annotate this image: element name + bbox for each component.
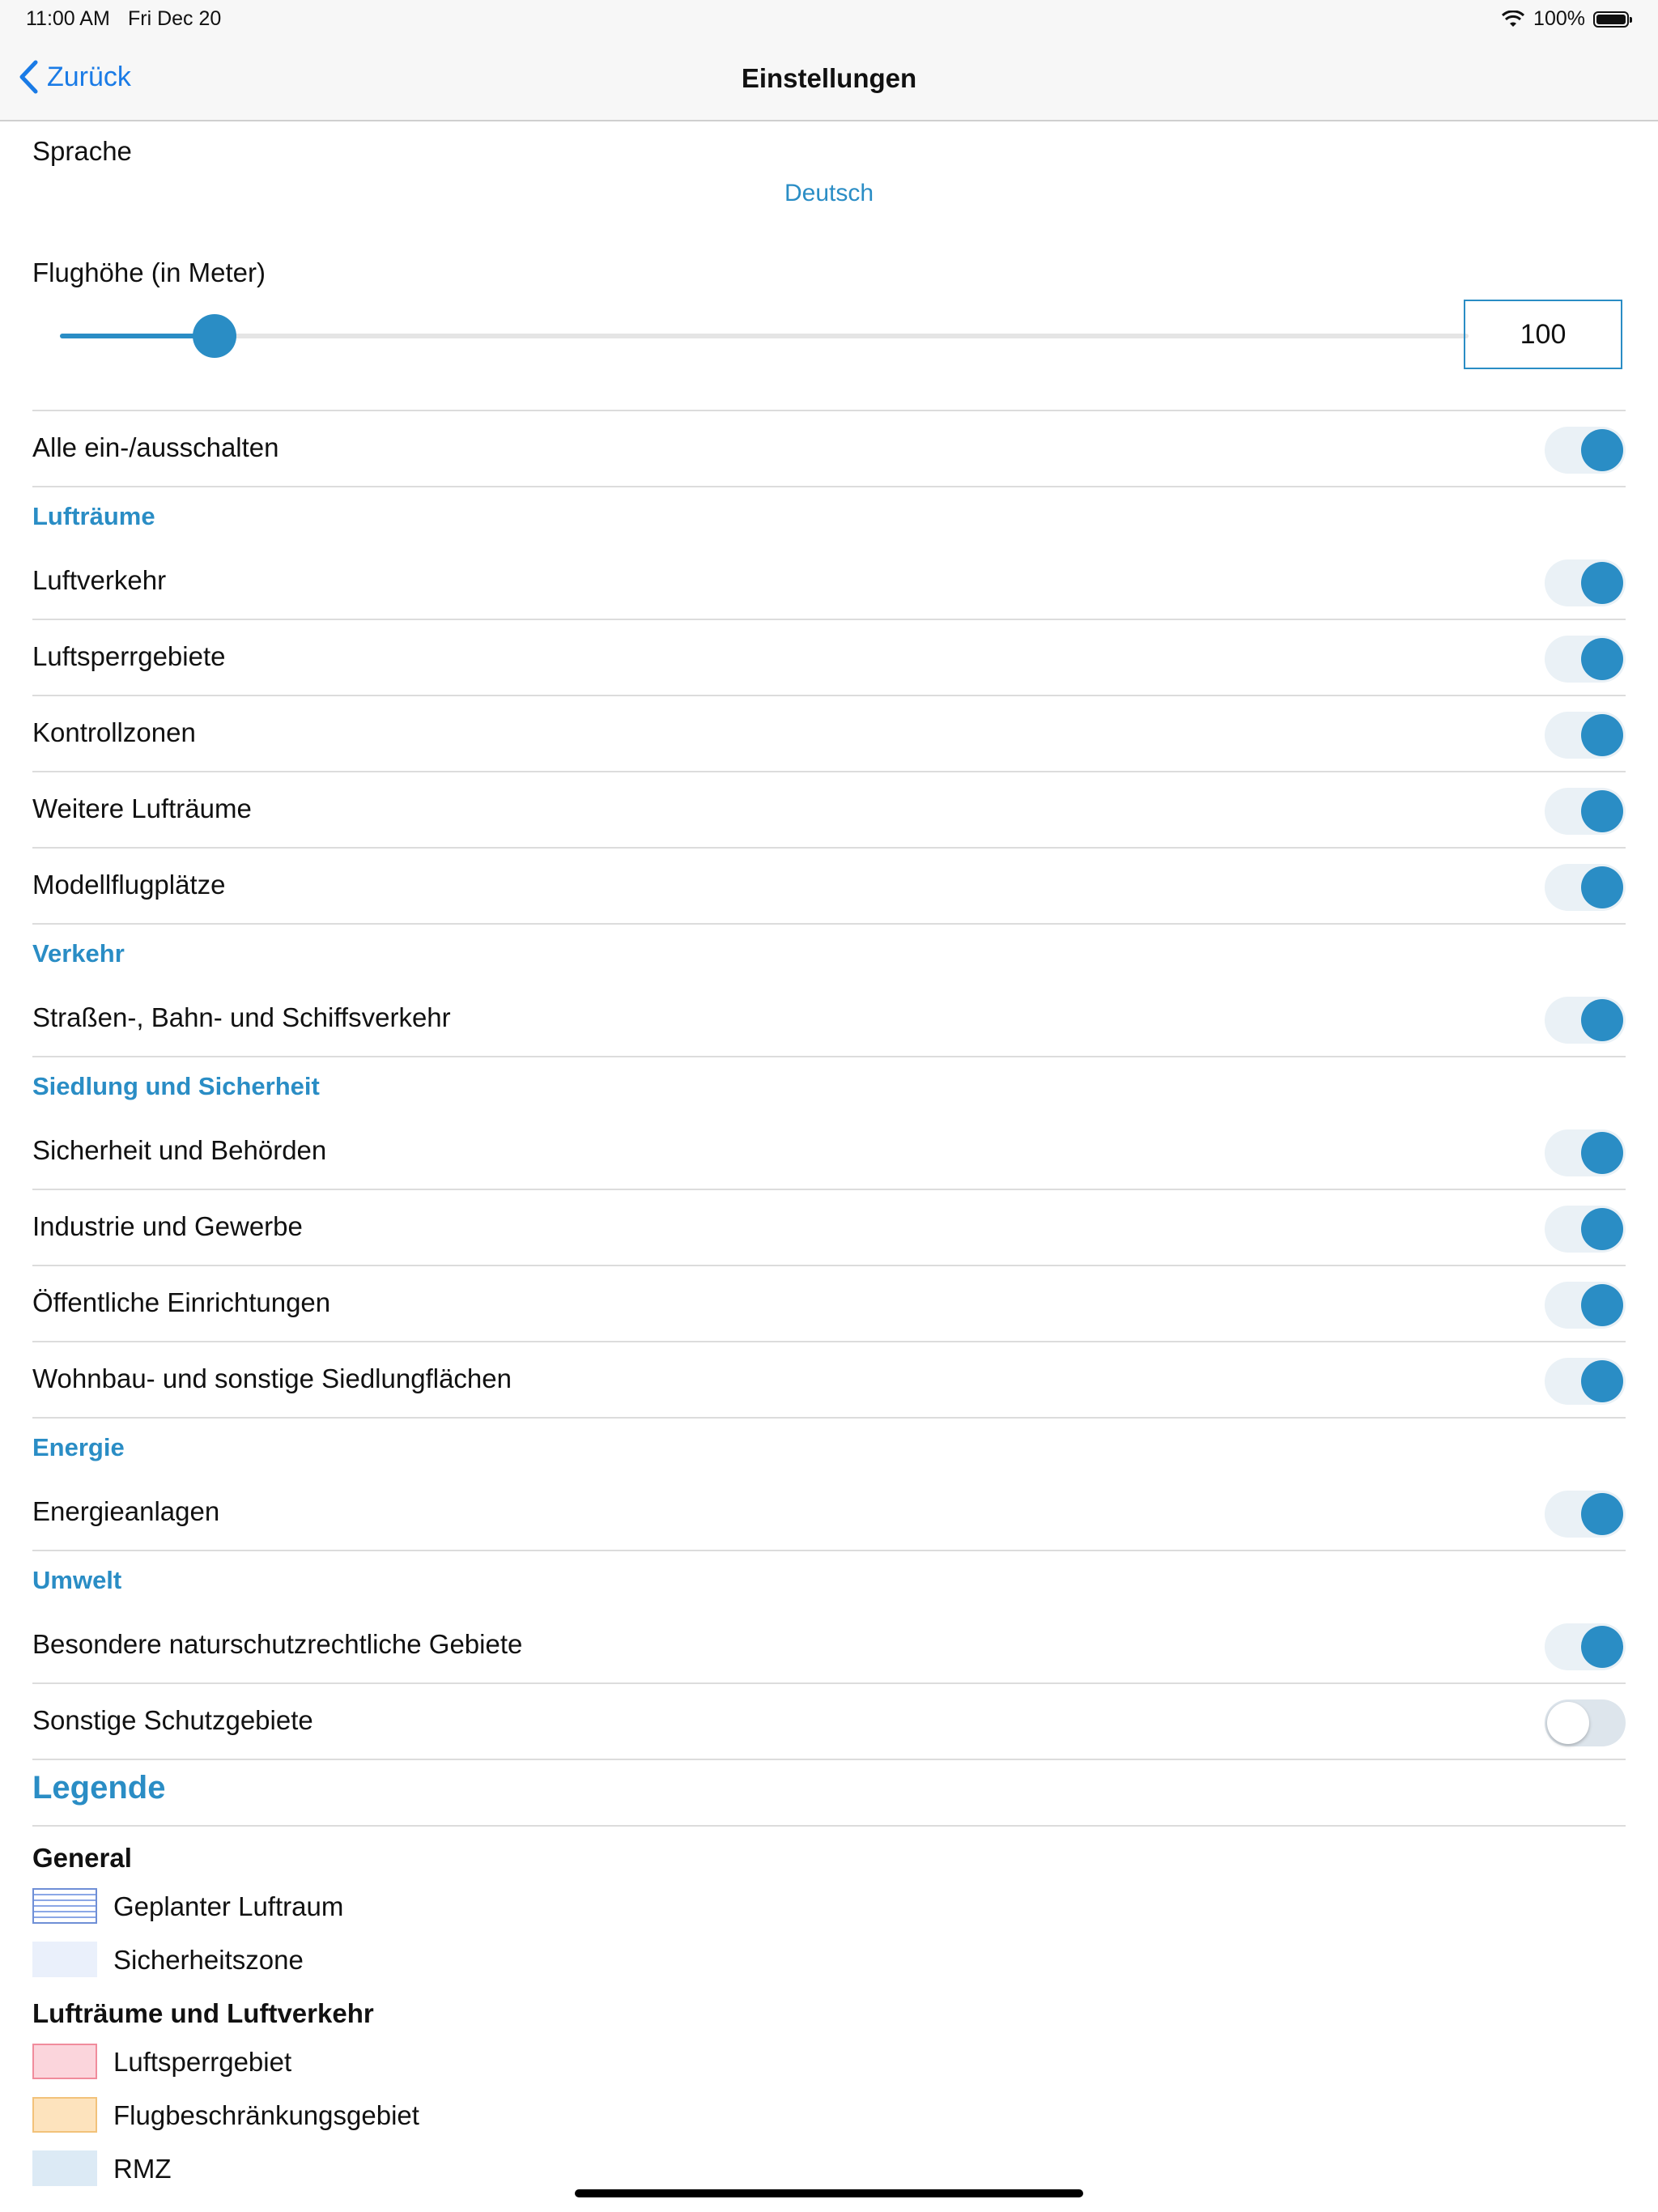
toggle-knob	[1581, 999, 1623, 1041]
status-indicators	[1501, 7, 1629, 31]
section-header: Lufträume	[32, 502, 155, 530]
divider	[32, 1056, 1626, 1057]
toggle-knob	[1581, 1626, 1623, 1668]
wifi-icon	[1501, 11, 1525, 28]
layer-toggle[interactable]	[1545, 1491, 1626, 1538]
layer-toggle[interactable]	[1545, 1282, 1626, 1329]
section-header: Umwelt	[32, 1566, 122, 1594]
toggle-row	[32, 620, 1626, 695]
master-toggle-row	[32, 411, 1626, 486]
divider	[32, 1417, 1626, 1419]
language-value[interactable]: Deutsch	[784, 180, 874, 206]
toggle-row	[32, 981, 1626, 1056]
section-header: Energie	[32, 1433, 125, 1461]
toggle-row	[32, 1684, 1626, 1759]
toggle-row	[32, 544, 1626, 619]
layer-toggle[interactable]	[1545, 559, 1626, 606]
toggle-knob	[1581, 1360, 1623, 1402]
toggle-knob	[1581, 638, 1623, 680]
legend-swatch	[32, 1888, 97, 1924]
divider	[32, 1759, 1626, 1760]
legend-item	[32, 2044, 680, 2081]
toggle-row	[32, 772, 1626, 847]
divider	[32, 923, 1626, 925]
legend-label: Sicherheitszone	[113, 1945, 304, 1975]
legend-swatch	[32, 1942, 97, 1977]
toggle-row-label: Kontrollzonen	[32, 717, 196, 747]
language-label: Sprache	[32, 136, 132, 166]
toggle-row-label: Modellflugplätze	[32, 870, 226, 900]
legend-item	[32, 2150, 680, 2188]
altitude-slider-thumb[interactable]	[193, 314, 236, 358]
layer-toggle[interactable]	[1545, 1623, 1626, 1670]
page-title: Einstellungen	[741, 63, 917, 93]
status-time: 11:00 AM	[26, 7, 110, 30]
legend-title: Legende	[32, 1770, 166, 1806]
toggle-row-label: Straßen-, Bahn- und Schiffsverkehr	[32, 1002, 451, 1032]
master-toggle-label: Alle ein-/ausschalten	[32, 432, 279, 462]
toggle-row-label: Luftsperrgebiete	[32, 641, 226, 671]
toggle-row	[32, 1114, 1626, 1189]
toggle-row-label: Energieanlagen	[32, 1496, 220, 1526]
toggle-row	[32, 1342, 1626, 1417]
legend-label: Flugbeschränkungsgebiet	[113, 2100, 419, 2130]
toggle-row-label: Besondere naturschutzrechtliche Gebiete	[32, 1629, 523, 1659]
toggle-knob	[1547, 1702, 1589, 1744]
toggle-row-label: Wohnbau- und sonstige Siedlungflächen	[32, 1363, 512, 1393]
toggle-knob	[1581, 714, 1623, 756]
layer-toggle[interactable]	[1545, 1129, 1626, 1176]
toggle-knob	[1581, 1132, 1623, 1174]
layer-toggle[interactable]	[1545, 1206, 1626, 1253]
layer-toggle[interactable]	[1545, 788, 1626, 835]
toggle-row	[32, 1475, 1626, 1550]
altitude-label: Flughöhe (in Meter)	[32, 257, 266, 287]
legend-group-title: Lufträume und Luftverkehr	[32, 1998, 374, 2028]
layer-toggle[interactable]	[1545, 712, 1626, 759]
toggle-knob	[1581, 1284, 1623, 1326]
legend-swatch	[32, 2044, 97, 2079]
section-header: Verkehr	[32, 939, 125, 968]
layer-toggle[interactable]	[1545, 997, 1626, 1044]
layer-toggle[interactable]	[1545, 1358, 1626, 1405]
toggle-row	[32, 1608, 1626, 1682]
toggle-row	[32, 849, 1626, 923]
master-toggle[interactable]	[1545, 427, 1626, 474]
altitude-slider-fill	[60, 334, 215, 338]
legend-label: RMZ	[113, 2154, 172, 2184]
legend-label: Geplanter Luftraum	[113, 1891, 344, 1921]
legend-label: Luftsperrgebiet	[113, 2047, 292, 2077]
legend-group-title: General	[32, 1843, 132, 1873]
legend-item	[32, 2097, 680, 2134]
battery-percent: 100%	[1533, 7, 1585, 30]
legend-item	[32, 1888, 680, 1925]
divider	[32, 1550, 1626, 1551]
toggle-row-label: Weitere Lufträume	[32, 793, 252, 823]
legend-item	[32, 1942, 680, 1979]
toggle-knob	[1581, 1493, 1623, 1535]
toggle-row-label: Sicherheit und Behörden	[32, 1135, 327, 1165]
legend-swatch	[32, 2150, 97, 2186]
divider	[32, 486, 1626, 487]
toggle-knob	[1581, 866, 1623, 908]
section-header: Siedlung und Sicherheit	[32, 1072, 320, 1100]
back-button-label: Zurück	[47, 61, 131, 92]
toggle-row-label: Sonstige Schutzgebiete	[32, 1705, 313, 1735]
status-date: Fri Dec 20	[128, 7, 222, 30]
layer-toggle[interactable]	[1545, 1699, 1626, 1746]
legend-swatch	[32, 2097, 97, 2133]
toggle-knob	[1581, 562, 1623, 604]
battery-icon	[1593, 11, 1629, 28]
toggle-row-label: Industrie und Gewerbe	[32, 1211, 303, 1241]
toggle-row	[32, 696, 1626, 771]
toggle-row	[32, 1190, 1626, 1265]
toggle-row-label: Öffentliche Einrichtungen	[32, 1287, 331, 1317]
navigation-bar	[0, 39, 1658, 121]
toggle-row-label: Luftverkehr	[32, 565, 167, 595]
divider	[32, 1825, 1626, 1827]
home-indicator	[575, 2189, 1083, 2197]
toggle-knob	[1581, 790, 1623, 832]
layer-toggle[interactable]	[1545, 636, 1626, 683]
altitude-slider[interactable]	[60, 334, 1469, 338]
layer-toggle[interactable]	[1545, 864, 1626, 911]
status-bar	[0, 0, 1658, 39]
altitude-input[interactable]: 100	[1464, 300, 1622, 369]
toggle-row	[32, 1266, 1626, 1341]
toggle-knob	[1581, 1208, 1623, 1250]
